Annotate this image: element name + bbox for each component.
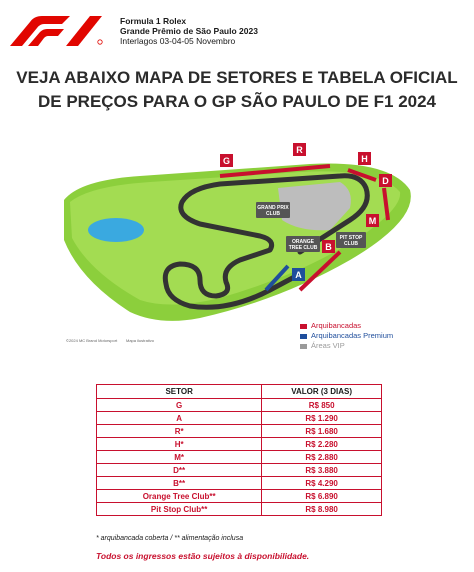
event-info [120,16,258,46]
svg-text:H: H [361,154,368,164]
f1-logo-icon [8,12,104,48]
column-header-sector: SETOR [97,385,262,399]
sector-cell: G [97,399,262,412]
sector-flag-r [293,143,306,156]
legend-item-premium [300,331,393,341]
sector-cell: D** [97,464,262,477]
value-cell: R$ 3.880 [262,464,382,477]
table-row [97,399,382,412]
sector-cell: R* [97,425,262,438]
svg-text:TREE CLUB: TREE CLUB [288,245,318,251]
table-row [97,451,382,464]
value-cell: R$ 850 [262,399,382,412]
pit-stop-club-label [336,232,366,248]
availability-disclaimer: Todos os ingressos estão sujeitos à disponibilidade. [96,551,310,561]
table-footnote: * arquibancada coberta / ** alimentação inclusa [96,535,244,542]
value-cell: R$ 6.890 [262,490,382,503]
table-row [97,438,382,451]
table-row [97,503,382,516]
svg-text:PIT STOP: PIT STOP [339,235,363,241]
sector-flag-h [358,152,371,165]
svg-text:GRAND PRIX: GRAND PRIX [257,205,289,211]
circuit-map [50,140,424,330]
svg-text:CLUB: CLUB [266,211,280,217]
map-legend [300,321,393,351]
table-row [97,477,382,490]
sector-cell: H* [97,438,262,451]
svg-text:G: G [222,156,231,166]
sector-cell: M* [97,451,262,464]
value-cell: R$ 2.880 [262,451,382,464]
svg-text:A: A [295,270,302,280]
sector-cell: Pit Stop Club** [97,503,262,516]
column-header-value: VALOR (3 DIAS) [262,385,382,399]
value-cell: R$ 8.980 [262,503,382,516]
event-title: Grande Prêmio de São Paulo 2023 [120,26,258,36]
svg-text:M: M [368,216,377,226]
svg-text:CLUB: CLUB [344,241,358,247]
grand-prix-club-label [256,202,290,218]
table-row [97,490,382,503]
legend-label: Áreas VIP [311,341,345,350]
sector-cell: B** [97,477,262,490]
event-name: Formula 1 Rolex [120,16,187,26]
price-table [96,384,382,516]
sector-flag-d [379,174,392,187]
map-copyright: ©2024 MC Brand Motorsport [66,338,118,343]
sector-flag-m [366,214,379,227]
legend-swatch [300,324,307,329]
sector-flag-a [292,268,305,281]
event-dates: Interlagos 03-04-05 Novembro [120,36,236,46]
sector-flag-b [322,240,335,253]
value-cell: R$ 2.280 [262,438,382,451]
table-header-row [97,385,382,399]
page-title-line-2: DE PREÇOS PARA O GP SÃO PAULO DE F1 2024 [37,92,437,111]
sector-cell: Orange Tree Club** [97,490,262,503]
value-cell: R$ 1.290 [262,412,382,425]
legend-item-grandstands [300,321,393,331]
table-row [97,412,382,425]
sector-flag-g [220,154,233,167]
legend-swatch [300,344,307,349]
page-title-line-1: VEJA ABAIXO MAPA DE SETORES E TABELA OFICIAL [16,68,458,87]
svg-text:D: D [382,176,389,186]
legend-label: Arquibancadas [311,321,362,330]
map-note: Mapa ilustrativo [126,338,155,343]
svg-text:B: B [325,242,332,252]
legend-swatch [300,334,307,339]
table-row [97,464,382,477]
legend-item-vip [300,341,393,351]
sector-cell: A [97,412,262,425]
table-row [97,425,382,438]
value-cell: R$ 4.290 [262,477,382,490]
header [8,8,468,52]
page-title [0,66,474,114]
orange-tree-club-label [286,236,320,252]
value-cell: R$ 1.680 [262,425,382,438]
legend-label: Arquibancadas Premium [311,331,394,340]
lake-area [88,218,144,242]
svg-text:R: R [296,145,303,155]
svg-text:ORANGE: ORANGE [292,239,314,245]
